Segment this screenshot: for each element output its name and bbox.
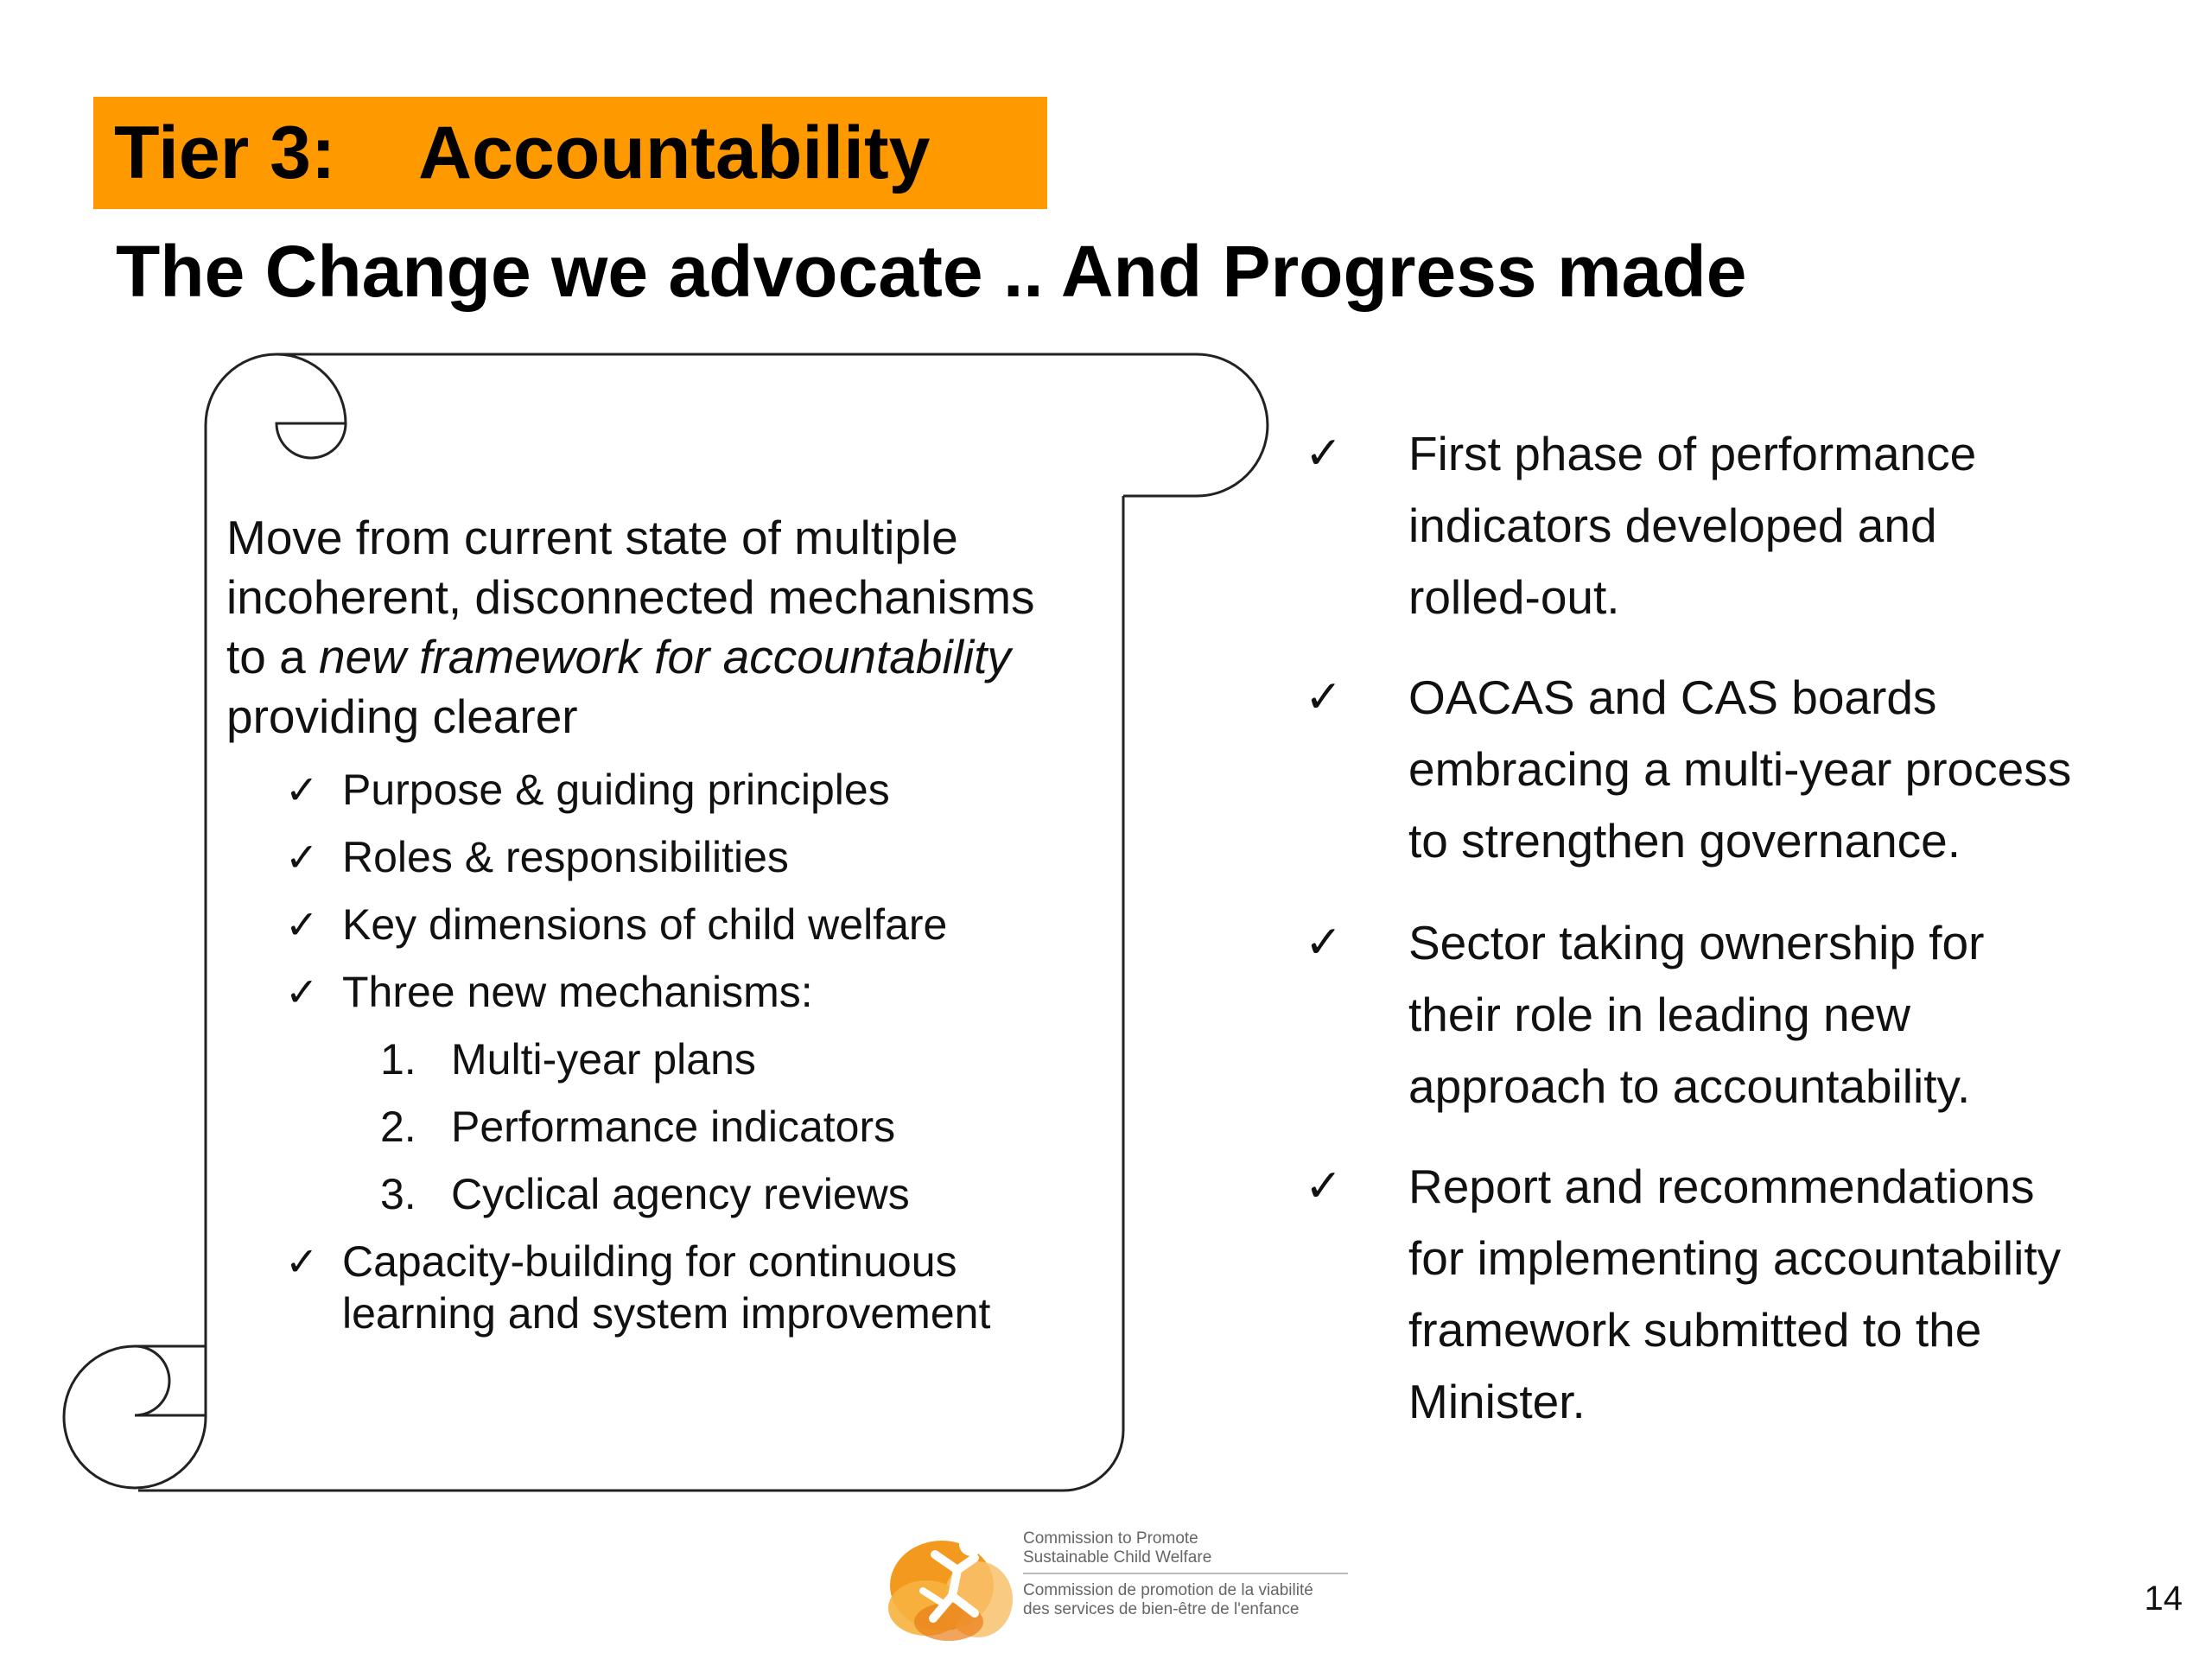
page-number: 14	[2144, 1580, 2183, 1618]
intro-line: to a new framework for accountability	[226, 630, 1011, 683]
scroll-intro	[226, 508, 1125, 747]
checklist-item: Capacity-building for continuous	[342, 1237, 957, 1286]
progress-item: OACAS and CAS boards embracing a multi-year process to strengthen governance.	[1408, 671, 2072, 868]
commission-logo-icon	[881, 1516, 1020, 1646]
intro-line: incoherent, disconnected mechanisms	[226, 570, 1035, 624]
slide-subtitle: The Change we advocate .. And Progress made	[116, 231, 1747, 312]
check-icon: ✓	[285, 901, 319, 948]
checklist-item-continuation: learning and system improvement	[342, 1289, 991, 1338]
mechanism-item: Performance indicators	[451, 1103, 896, 1151]
check-icon: ✓	[285, 1238, 319, 1285]
logo-text-fr: Commission de promotion de la viabilité	[1023, 1581, 1313, 1599]
intro-line: providing clearer	[226, 690, 578, 743]
tier-label: Tier 3:	[114, 111, 336, 194]
intro-line: Move from current state of multiple	[226, 511, 958, 564]
mechanism-item: Multi-year plans	[451, 1035, 756, 1084]
check-icon: ✓	[1305, 428, 1343, 480]
check-icon: ✓	[1305, 1160, 1343, 1212]
checklist-item: Key dimensions of child welfare	[342, 900, 948, 949]
check-icon: ✓	[285, 969, 319, 1015]
checklist-item: Purpose & guiding principles	[342, 766, 890, 814]
checklist-item: Roles & responsibilities	[342, 833, 789, 881]
check-icon: ✓	[285, 834, 319, 880]
logo-text-en: Commission to Promote	[1023, 1529, 1198, 1548]
framework-emphasis: new framework for accountability	[319, 630, 1011, 683]
logo-divider	[1023, 1573, 1348, 1574]
checklist-item: Three new mechanisms:	[342, 968, 813, 1016]
tier-title: Accountability	[418, 111, 931, 194]
progress-item: Sector taking ownership for their role in leading new approach to accountability.	[1408, 916, 1985, 1113]
check-icon: ✓	[1305, 917, 1343, 969]
check-icon: ✓	[1305, 671, 1343, 723]
mechanism-number: 2.	[380, 1103, 416, 1151]
mechanism-item: Cyclical agency reviews	[451, 1170, 910, 1218]
mechanism-number: 1.	[380, 1035, 416, 1084]
check-icon: ✓	[285, 766, 319, 813]
mechanism-number: 3.	[380, 1170, 416, 1218]
logo-text-fr: des services de bien-être de l'enfance	[1023, 1600, 1300, 1618]
progress-item: Report and recommendations for implementing accountability framework submitted to the Minister.	[1408, 1160, 2062, 1428]
progress-item: First phase of performance indicators developed and rolled-out.	[1408, 427, 1977, 624]
logo-text-en: Sustainable Child Welfare	[1023, 1548, 1212, 1567]
